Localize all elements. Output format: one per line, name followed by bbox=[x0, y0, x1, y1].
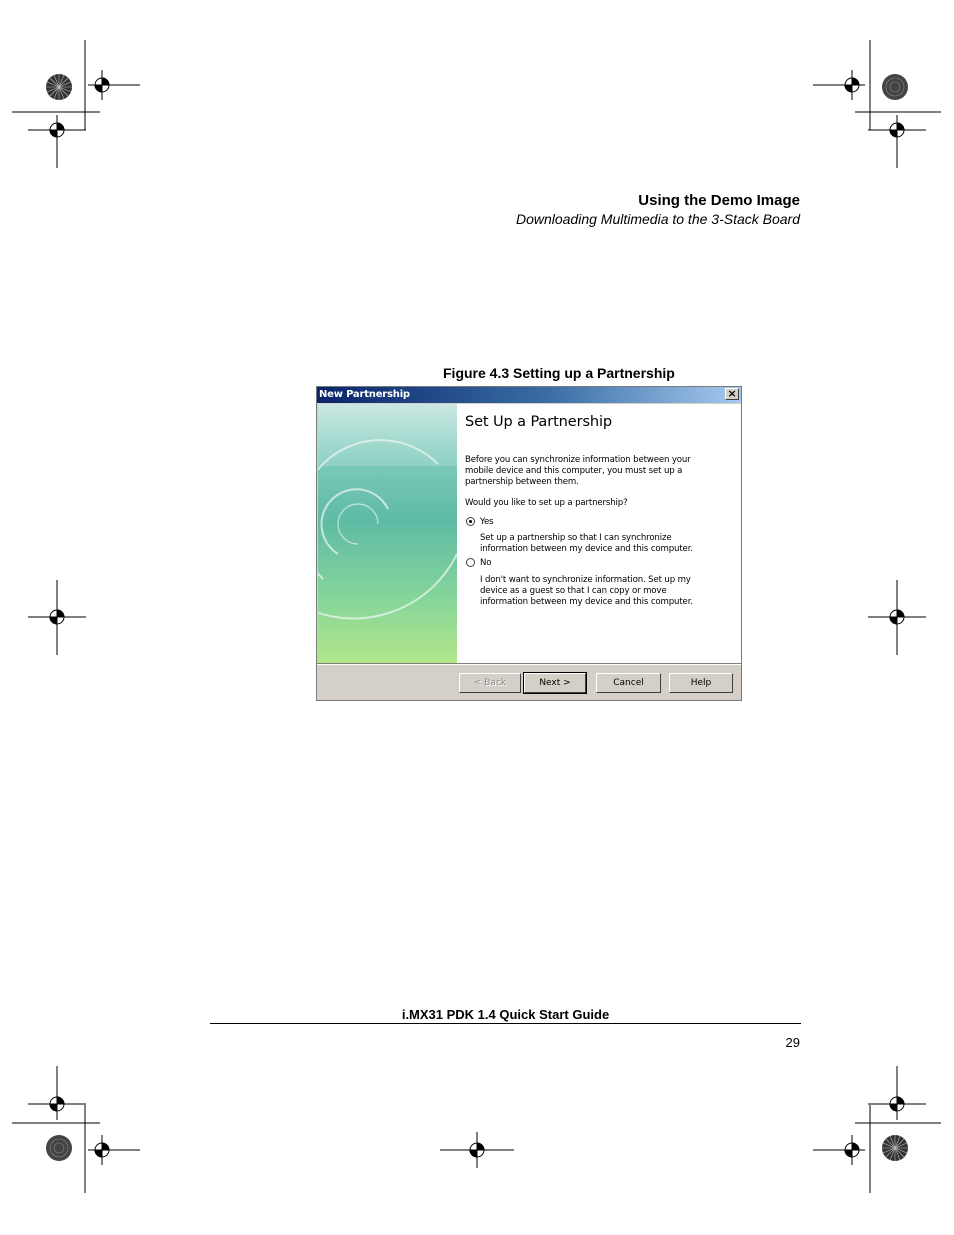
crosshair-target bbox=[813, 70, 865, 100]
crosshair-target bbox=[88, 1135, 140, 1165]
yes-radio[interactable] bbox=[466, 517, 475, 526]
intro-text: Before you can synchronize information between your mobile device and this computer, you must set up a partnership between them. bbox=[465, 455, 691, 487]
crosshair-target bbox=[868, 115, 926, 168]
starburst-dial bbox=[46, 74, 72, 100]
yes-description: Set up a partnership so that I can synchronize information between my device and this computer. bbox=[480, 533, 693, 554]
no-radio[interactable] bbox=[466, 558, 475, 567]
section-subtitle: Downloading Multimedia to the 3-Stack Board bbox=[515, 211, 800, 227]
crosshair-target bbox=[28, 580, 86, 655]
close-button[interactable] bbox=[725, 388, 739, 400]
section-title: Using the Demo Image bbox=[638, 192, 800, 209]
help-button[interactable]: Help bbox=[669, 673, 733, 693]
no-label[interactable]: No bbox=[480, 558, 492, 568]
back-button[interactable]: < Back bbox=[459, 673, 521, 693]
crosshair-target bbox=[868, 1066, 926, 1120]
crosshair-target bbox=[88, 70, 140, 100]
question-text: Would you like to set up a partnership? bbox=[465, 498, 628, 508]
crosshair-target bbox=[813, 1135, 865, 1165]
no-description: I don't want to synchronize information. Set up my device as a guest so that I can copy or move information between my device and this computer. bbox=[480, 575, 693, 607]
crosshair-target bbox=[868, 580, 926, 655]
wizard-heading: Set Up a Partnership bbox=[465, 414, 613, 430]
wizard-content bbox=[457, 404, 741, 663]
next-button[interactable]: Next > bbox=[524, 673, 586, 693]
figure-caption: Figure 4.3 Setting up a Partnership bbox=[443, 365, 675, 381]
radio-selected-dot bbox=[469, 520, 472, 523]
document-title: i.MX31 PDK 1.4 Quick Start Guide bbox=[401, 1007, 610, 1022]
starburst-dial bbox=[46, 1135, 72, 1161]
starburst-dial bbox=[882, 74, 908, 100]
button-separator-highlight bbox=[317, 664, 741, 665]
wizard-side-panel bbox=[318, 404, 457, 663]
footer-rule bbox=[210, 1023, 801, 1024]
new-partnership-dialog bbox=[316, 386, 742, 701]
dialog-title: New Partnership bbox=[319, 389, 410, 400]
page-number: 29 bbox=[785, 1035, 800, 1050]
starburst-dial bbox=[882, 1135, 908, 1161]
crosshair-target bbox=[28, 1066, 86, 1120]
yes-label[interactable]: Yes bbox=[480, 517, 494, 527]
dialog-titlebar bbox=[317, 387, 741, 403]
cancel-button[interactable]: Cancel bbox=[596, 673, 661, 693]
crosshair-target bbox=[28, 115, 86, 168]
crosshair-target bbox=[440, 1132, 514, 1168]
close-icon: × bbox=[727, 387, 737, 400]
swirl-graphic bbox=[318, 404, 457, 663]
